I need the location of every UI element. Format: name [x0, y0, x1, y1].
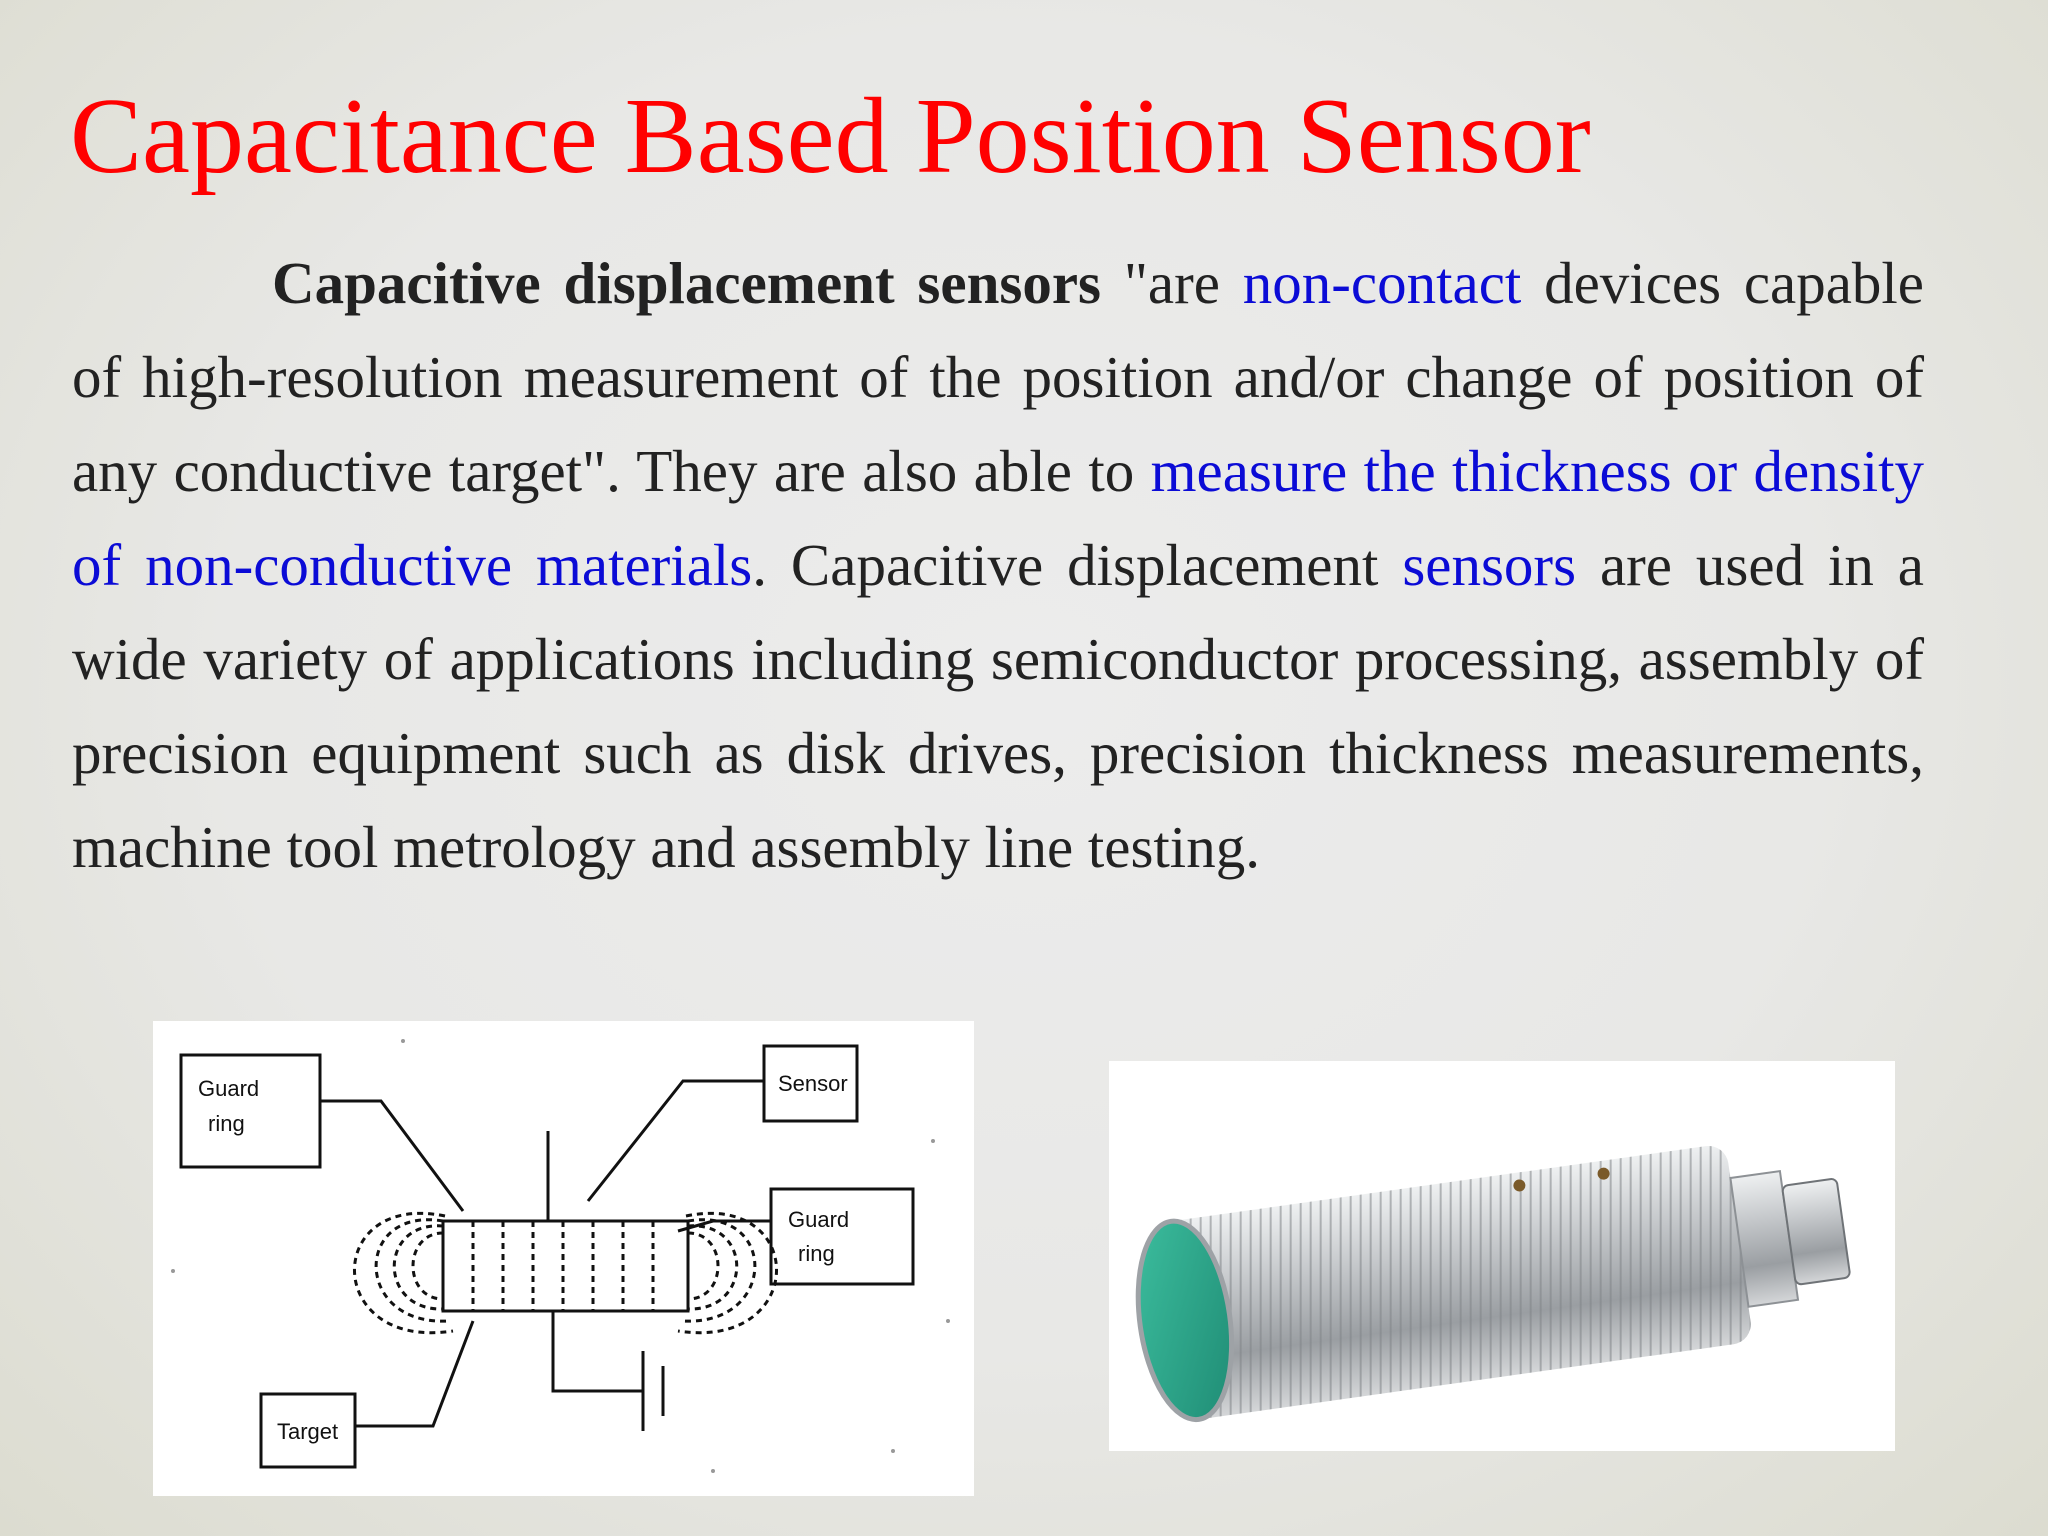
- guard-ring-right-label-1: Guard: [788, 1207, 850, 1232]
- slide-title: Capacitance Based Position Sensor: [70, 77, 1591, 196]
- cylindrical-sensor-photo-icon: [1109, 1061, 1895, 1451]
- link-non-contact[interactable]: non-contact: [1242, 250, 1522, 316]
- guard-ring-left-box: [181, 1055, 320, 1167]
- guard-ring-left-label-1: Guard: [198, 1076, 260, 1101]
- target-label: Target: [277, 1419, 339, 1444]
- link-measure-thickness[interactable]: measure the thickness or density of non-conductive materials: [72, 438, 1924, 598]
- capacitive-sensor-diagram: [153, 1021, 974, 1496]
- text-segment: . Capacitive displacement: [752, 532, 1403, 598]
- fringe-field-arcs: [354, 1213, 776, 1332]
- bold-lead-term: Capacitive displacement sensors: [272, 250, 1101, 316]
- guard-ring-left-label-2: ring: [208, 1111, 245, 1136]
- text-segment: devices capable of high-resolution measurement of the position and/or change of position of any conductive target". They are also able to: [72, 250, 1924, 504]
- text-segment: "are: [1101, 250, 1243, 316]
- sensor-label: Sensor: [778, 1071, 848, 1096]
- guard-ring-right-label-2: ring: [798, 1241, 835, 1266]
- sensor-plate: [443, 1221, 688, 1311]
- diagram-drawing: [153, 1021, 974, 1496]
- leader-lines: [320, 1081, 771, 1431]
- guard-ring-right-box: [771, 1189, 913, 1284]
- capacitive-sensor-photo: [1109, 1061, 1895, 1451]
- link-sensors[interactable]: sensors: [1402, 532, 1577, 598]
- field-lines: [473, 1221, 653, 1311]
- text-segment: are used in a wide variety of applications including semiconductor processing, assembly of precision equipment such as disk drives, precision thickness measurements, machine tool metrology and assembly line testing.: [72, 532, 1924, 880]
- body-paragraph: [72, 236, 1924, 894]
